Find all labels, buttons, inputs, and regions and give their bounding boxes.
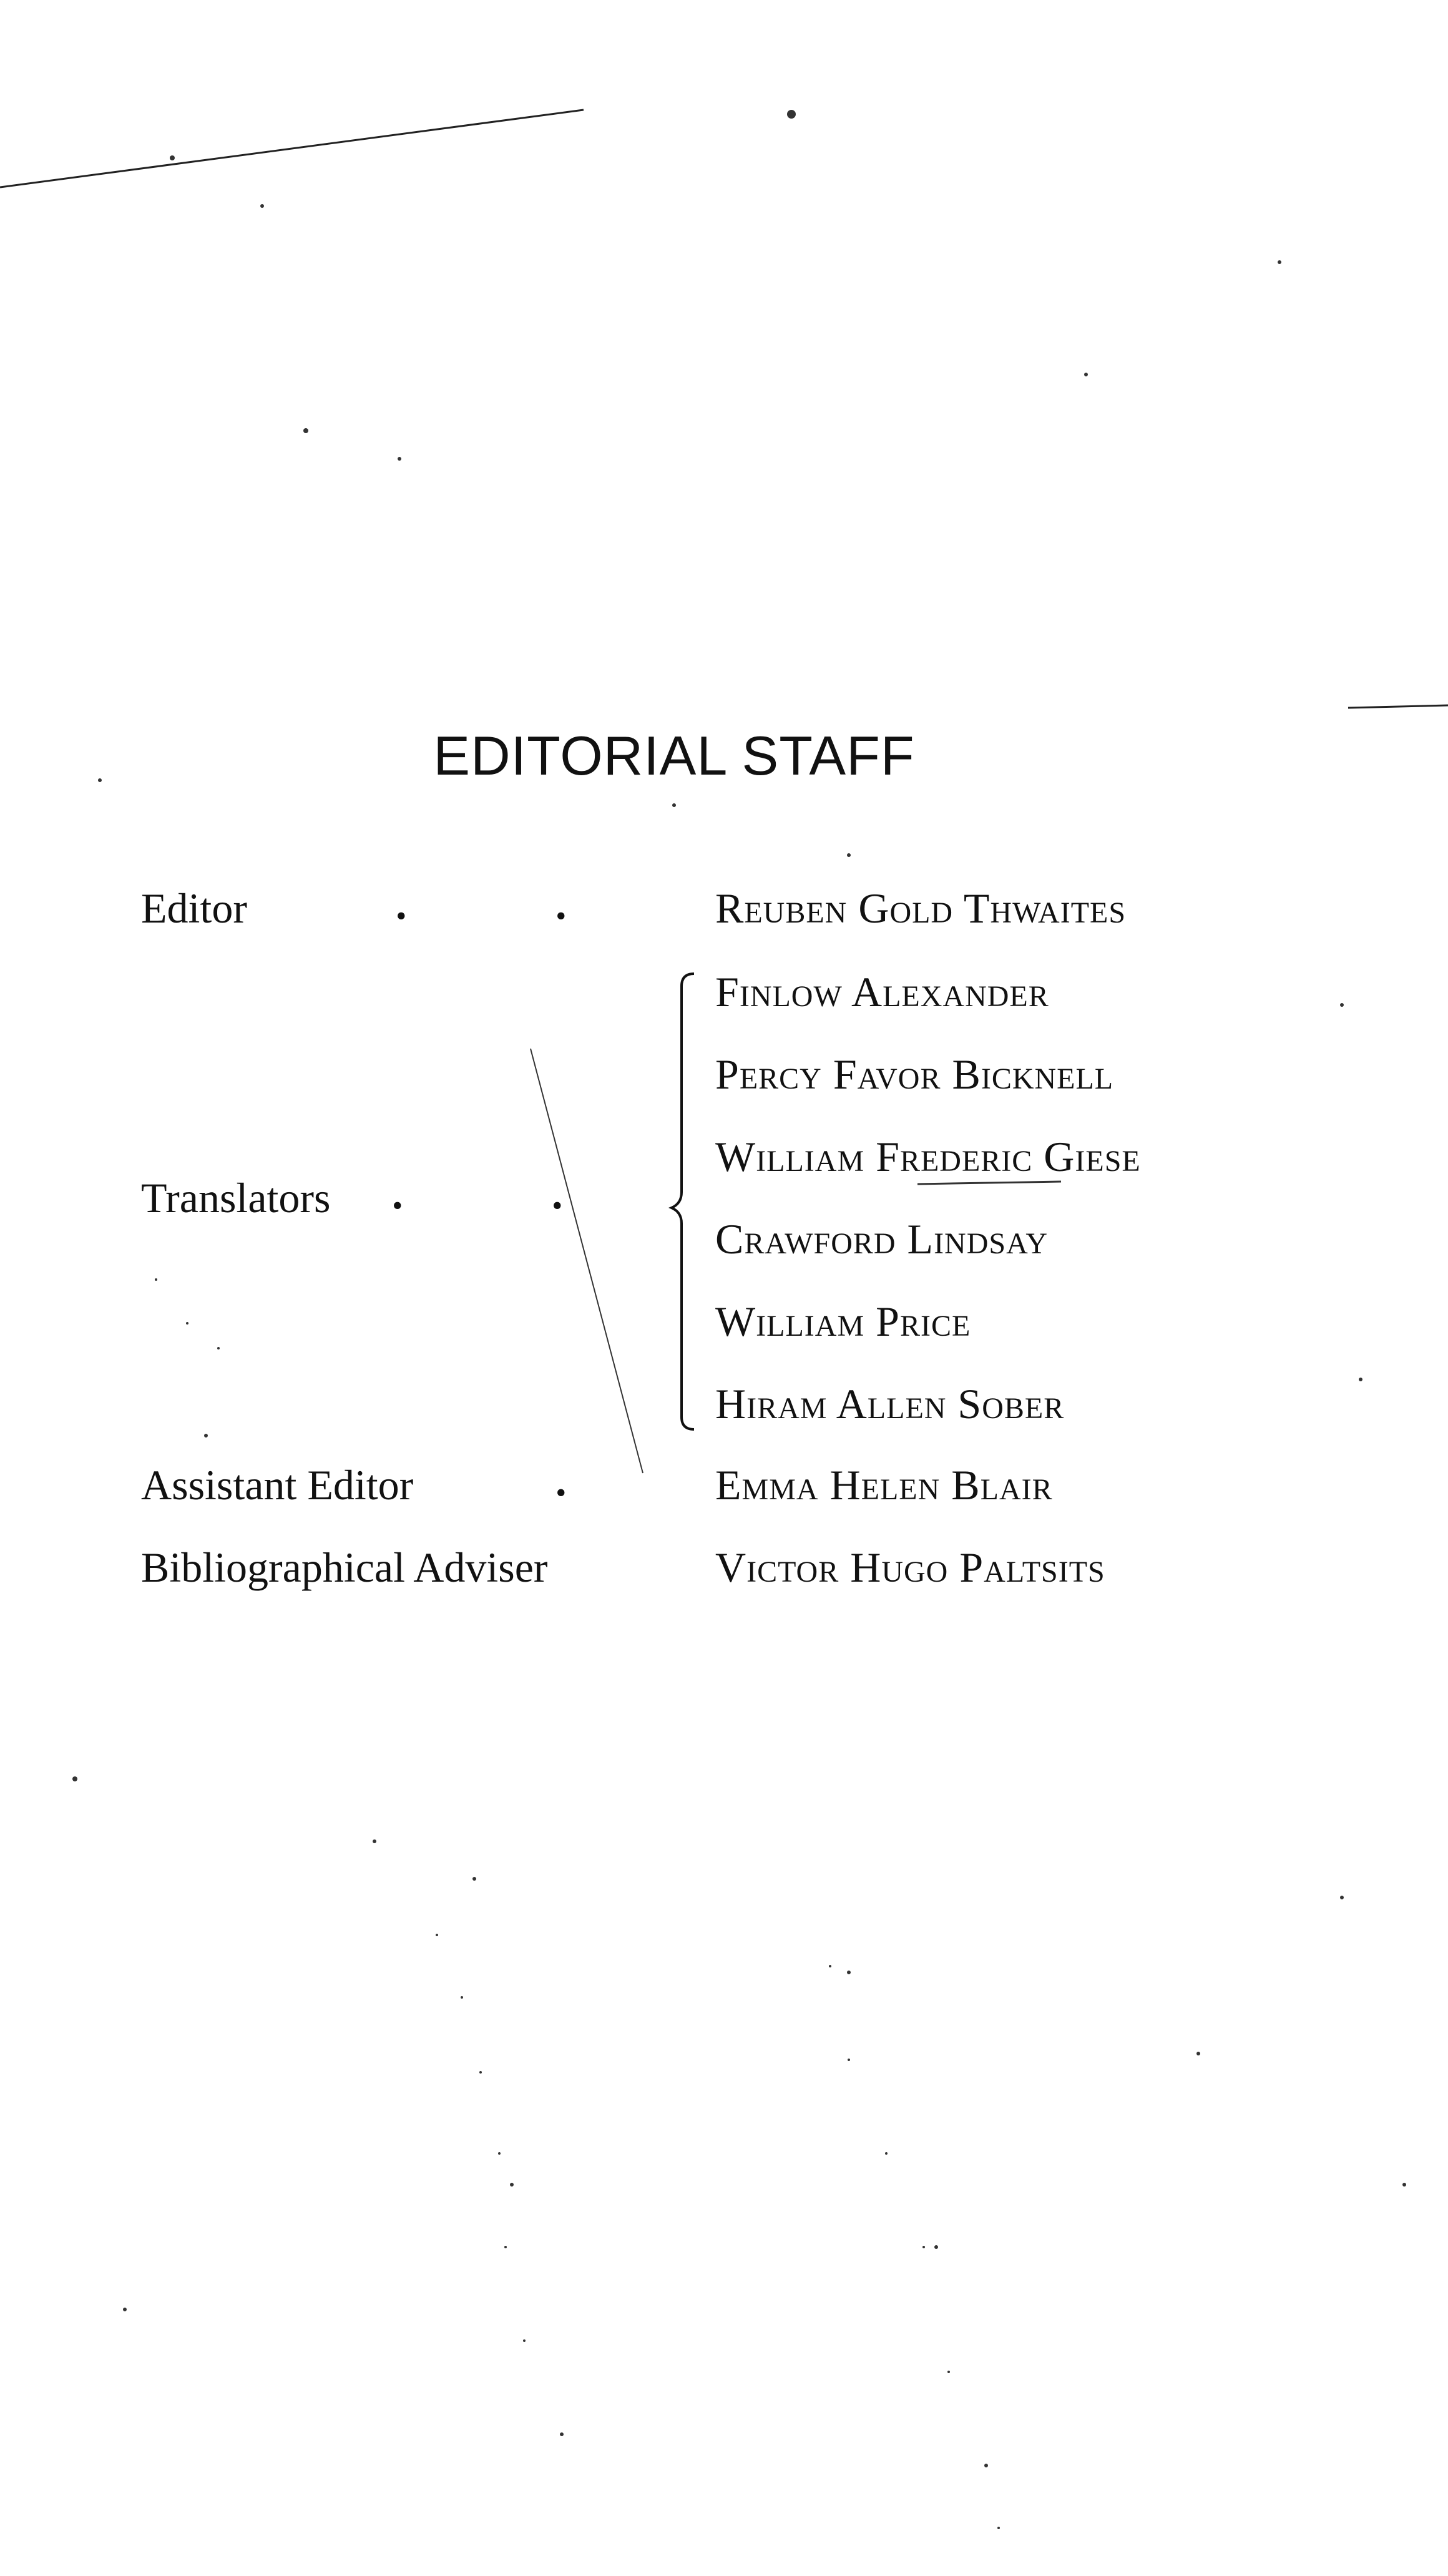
label-translators: Translators	[141, 1174, 331, 1222]
name-assistant-editor: Emma Helen Blair	[715, 1461, 1053, 1509]
name-translator: William Frederic Giese	[715, 1133, 1141, 1180]
name-translator: William Price	[715, 1298, 971, 1345]
label-bibliographical-adviser: Bibliographical Adviser	[141, 1544, 548, 1591]
name-translator: Finlow Alexander	[715, 968, 1049, 1016]
leader-dot: .	[392, 1170, 403, 1218]
name-translator: Hiram Allen Sober	[715, 1380, 1065, 1428]
stray-line-top	[0, 110, 584, 187]
leader-dot: .	[555, 881, 567, 929]
name-translator: Percy Favor Bicknell	[715, 1050, 1114, 1098]
page-title	[0, 724, 1448, 788]
label-editor: Editor	[141, 884, 247, 932]
stray-line-right	[1348, 705, 1448, 708]
name-translator: Crawford Lindsay	[715, 1215, 1049, 1263]
translators-brace	[672, 974, 694, 1429]
name-editor: Reuben Gold Thwaites	[715, 884, 1127, 932]
page-title-text: EDITORIAL STAFF	[433, 725, 915, 786]
label-assistant-editor: Assistant Editor	[141, 1461, 414, 1509]
leader-dot: .	[552, 1170, 563, 1218]
name-bibliographical-adviser: Victor Hugo Paltsits	[715, 1544, 1105, 1591]
stray-line-diagonal	[531, 1049, 643, 1473]
leader-dot: .	[555, 1457, 567, 1506]
stray-underline	[917, 1182, 1061, 1184]
leader-dot: .	[396, 881, 407, 929]
